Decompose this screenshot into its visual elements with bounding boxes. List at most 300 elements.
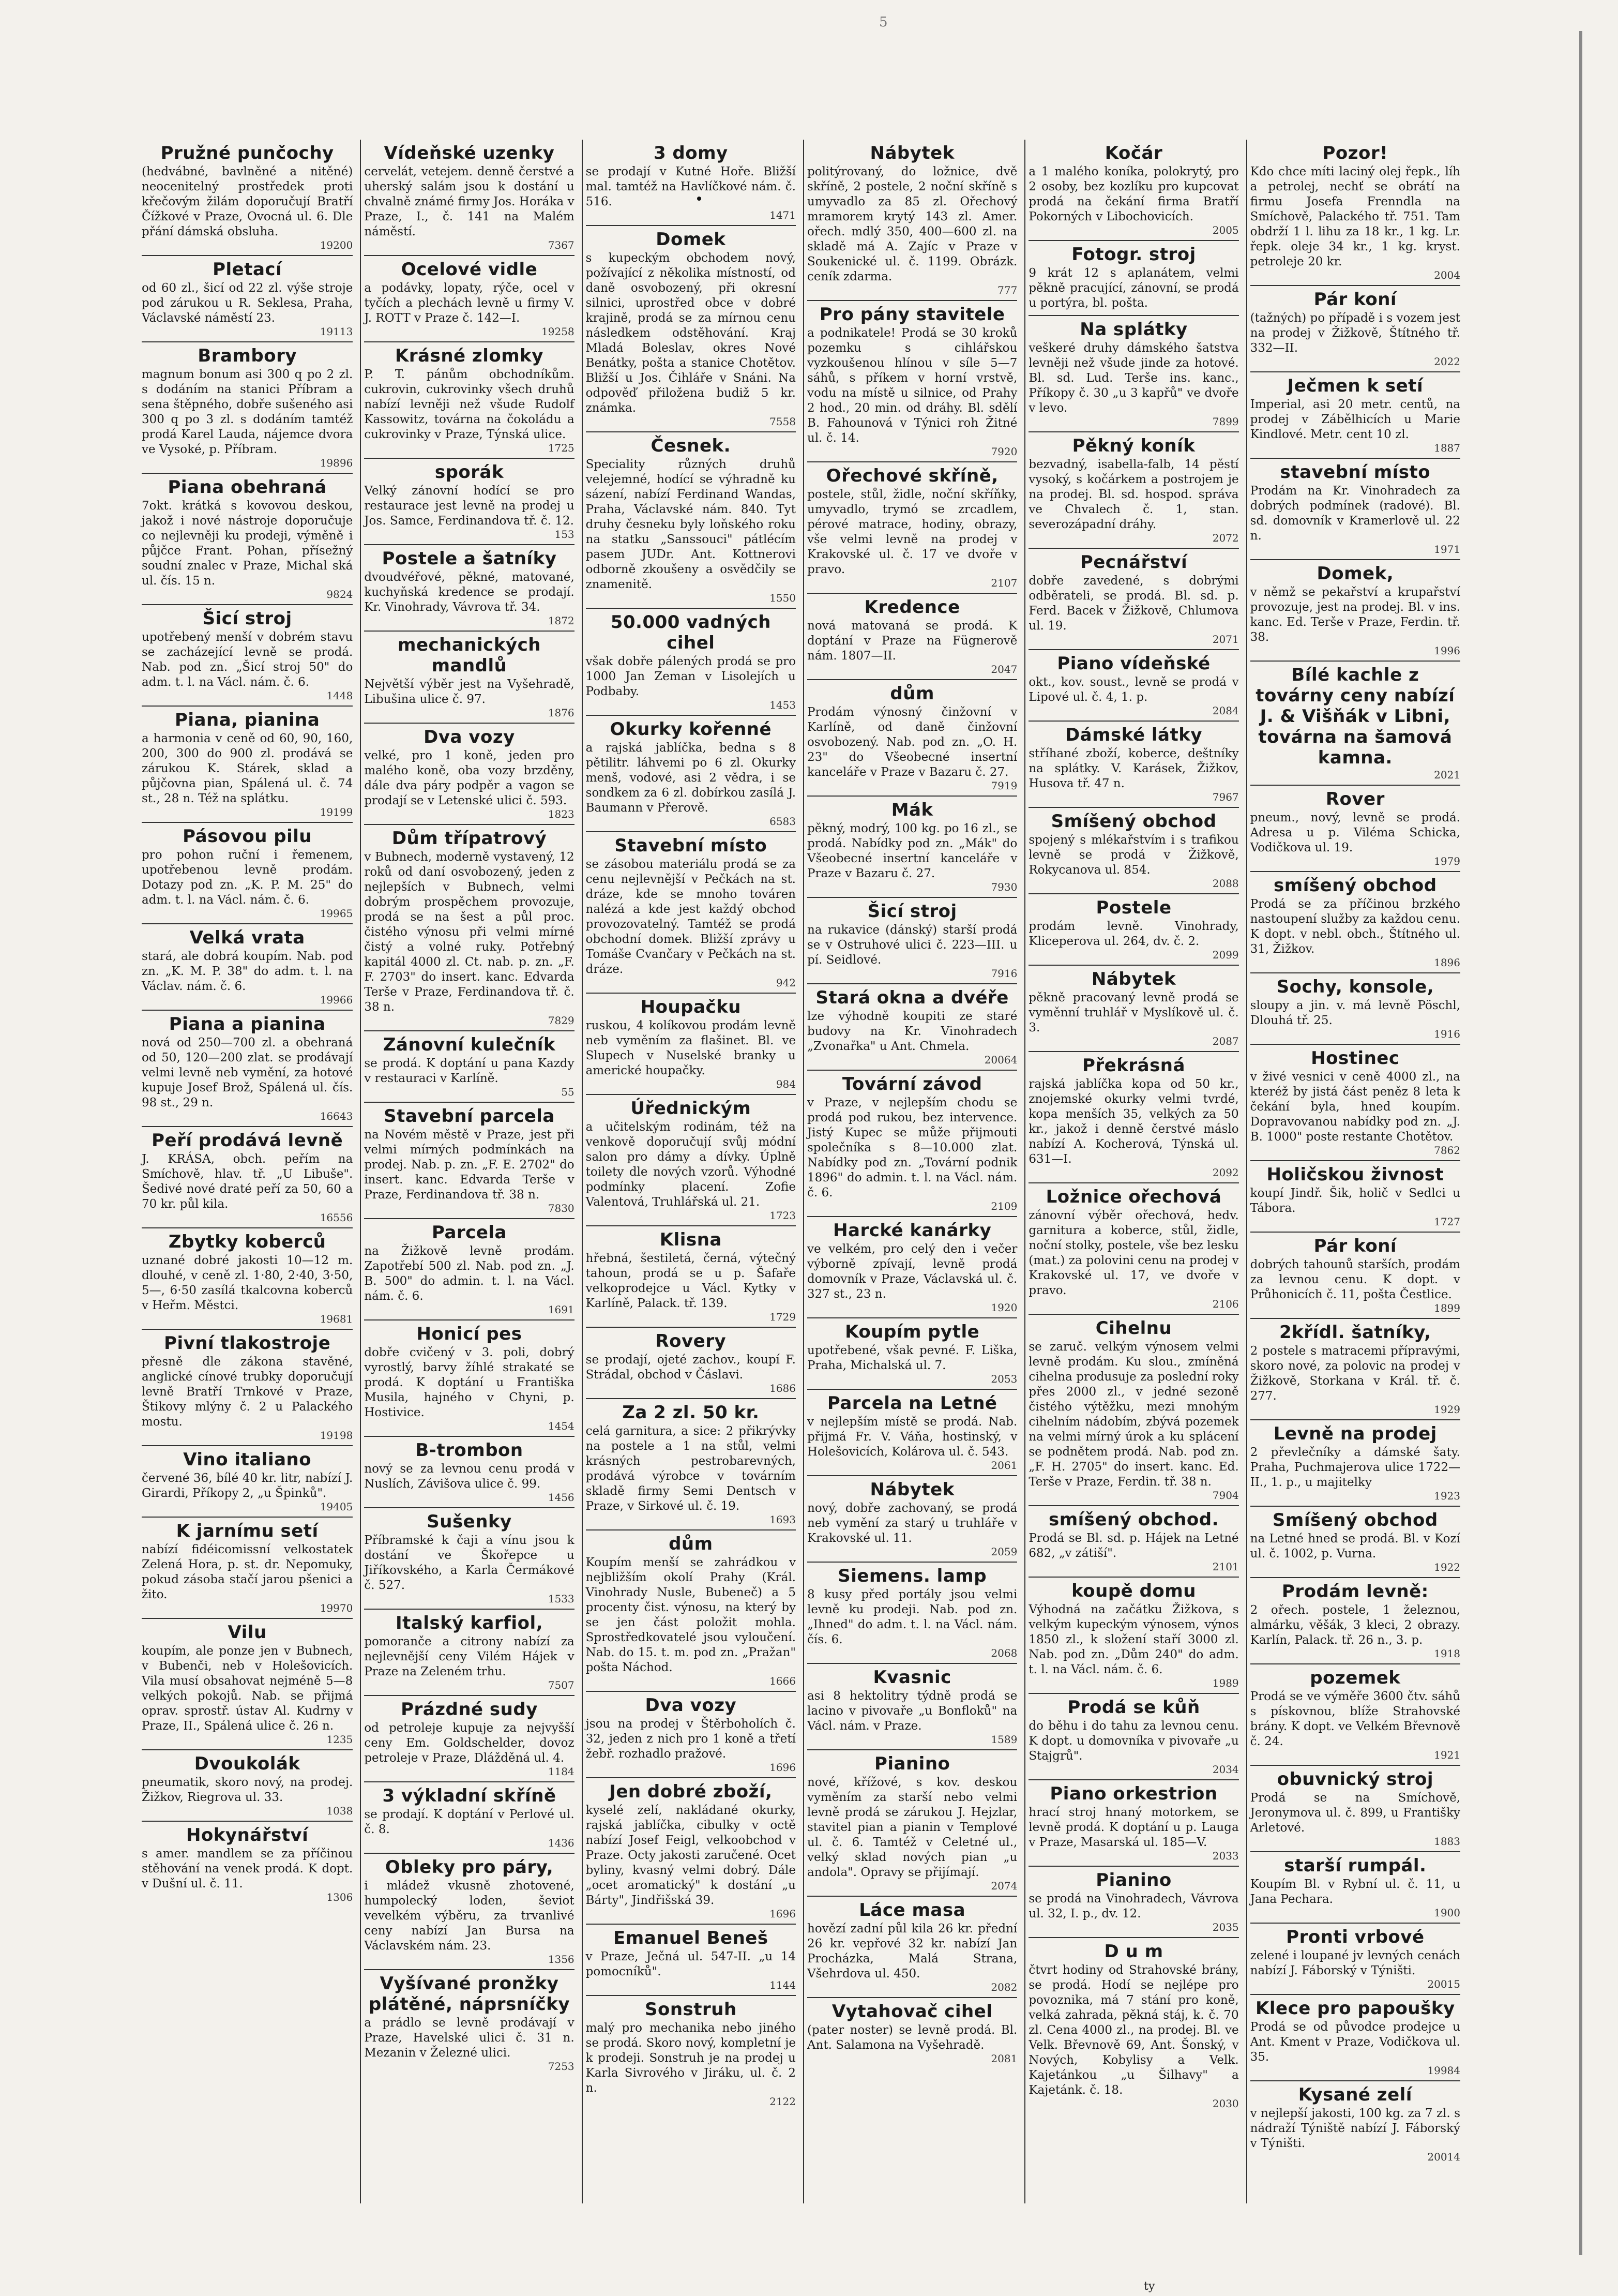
- ad-code: 2088: [1212, 877, 1239, 890]
- ad-heading: Překrásná: [1082, 1055, 1185, 1076]
- ad-code: 1436: [548, 1837, 574, 1849]
- ad-code: 2106: [1212, 1298, 1239, 1310]
- ad-code: 2033: [1212, 1850, 1239, 1862]
- classified-ad: [1250, 372, 1460, 459]
- ad-code: 1448: [326, 689, 353, 702]
- ad-text: v nejlepším místě se prodá. Nab. přijmá Fr. V. Váňa, hostinský, v Holešovicích, Kolárova ul. č. 543.: [807, 1415, 1018, 1459]
- ad-heading: pozemek: [1310, 1668, 1401, 1688]
- ad-text: a podnikatele! Prodá se 30 kroků pozemku s cihlářskou vyzkoušenou hlínou v síle 5—7 sáhů, s příkem v horní vrstvě, vodu na místě u silnice, od Prahy 2 hod., 20 min. od dráhy. Bl. sdělí B. Fahounová v Týnici roh Žitné ul. č. 14.: [807, 326, 1018, 445]
- ad-code: 2030: [1212, 2097, 1239, 2110]
- ad-code: 1920: [991, 1301, 1018, 1314]
- ad-heading: Vídeňské uzenky: [384, 143, 555, 163]
- classified-ad: [1250, 1924, 1460, 1995]
- ad-heading: Domek: [656, 229, 726, 250]
- ad-code: 1306: [326, 1891, 353, 1903]
- classified-ad: [142, 1822, 353, 1907]
- ad-text: pěkně pracovaný levně prodá se vyměnní truhlář v Myslíkově ul. č. 3.: [1029, 991, 1239, 1034]
- classified-ad: [1250, 1233, 1460, 1319]
- ad-code: 2087: [1212, 1035, 1239, 1047]
- ad-heading: Smíšený obchod: [1272, 1510, 1438, 1530]
- ad-heading: Zbytky koberců: [168, 1232, 326, 1252]
- ad-code: 1235: [326, 1733, 353, 1746]
- ad-text: J. KRÁSA, obch. peřím na Smíchově, hlav. tř. „U Libuše". Šedivé nové draté peří za 50, 60 a 70 kr. půl kila.: [142, 1152, 353, 1211]
- ad-code: 2109: [991, 1200, 1018, 1212]
- classified-ad: [807, 898, 1017, 984]
- ad-text: 2 ořech. postele, 1 železnou, almárku, věšák, 3 kleci, 2 obrazy. Karlín, Palack. tř. 26 n., 3. p.: [1250, 1603, 1460, 1647]
- ad-text: Největší výběr jest na Vyšehradě, Libušina ulice č. 97.: [364, 678, 574, 706]
- ad-heading: Kredence: [864, 597, 960, 618]
- ad-code: 7558: [769, 415, 796, 428]
- ad-text: Prodá se Bl. sd. p. Hájek na Letné 682, „v zátiší".: [1029, 1532, 1239, 1560]
- ad-code: 16643: [320, 1110, 353, 1122]
- ad-text: na Letné hned se prodá. Bl. v Kozí ul. č. 1002, p. Vurna.: [1250, 1532, 1460, 1560]
- ad-heading: 3 domy: [653, 143, 728, 163]
- ad-code: 1144: [769, 1979, 796, 1991]
- ad-heading: dům: [669, 1534, 713, 1554]
- classified-ad: [807, 462, 1017, 594]
- ad-text: Speciality různých druhů velejemné, hodící se výhradně ku sázení, nabízí Ferdinand Wandas, Praha, Václavské nám. 840. Tyt druhy česneku byly loňského roku na statku „Sanssouci" pátlécím pasem JUDr. Ant. Kottnerovi odborně zkoušeny a osvědčily se znamenitě.: [585, 458, 796, 591]
- ad-text: na rukavice (dánský) starší prodá se v Ostruhové ulici č. 223—III. u pí. Seidlové.: [807, 923, 1018, 967]
- ad-text: Koupím Bl. v Rybní ul. č. 11, u Jana Pechara.: [1250, 1878, 1460, 1906]
- ad-code: 19113: [320, 325, 353, 338]
- ad-heading: obuvnický stroj: [1277, 1769, 1434, 1790]
- page-edge-line: [1579, 31, 1582, 2255]
- ad-code: 1823: [548, 808, 574, 820]
- ad-text: Prodá se za příčinou brzkého nastoupení služby za každou cenu. K dopt. v nebl. obch., Štítného ul. 31, Žižkov.: [1250, 897, 1460, 956]
- classified-ad: [364, 1696, 574, 1782]
- ad-code: 2021: [1434, 769, 1460, 781]
- ad-code: 2081: [991, 2052, 1018, 2065]
- ad-text: na Novém městě v Praze, jest při velmi mírných podmínkách na prodej. Nab. p. zn. „F. E. 2702" do insert. kanc. Edvarda Terše v Praze, Ferdinandova tř. 38 n.: [364, 1128, 574, 1202]
- classified-ad: [142, 707, 353, 823]
- ad-code: 1923: [1434, 1490, 1460, 1502]
- ad-text: Výhodná na začátku Žižkova, s velkým kupeckým výnosem, výnos 1850 zl., k složení staří 3000 zl. Nab. pod zn. „Dům 240" do adm. t. l. na Václ. nám. č. 6.: [1029, 1603, 1239, 1676]
- classified-ad: [142, 1127, 353, 1228]
- ad-code: 19896: [320, 457, 353, 469]
- ad-heading: koupě domu: [1071, 1581, 1196, 1601]
- classified-ad: [142, 924, 353, 1011]
- classified-ad: [1250, 1766, 1460, 1852]
- ad-text: koupím, ale ponze jen v Bubnech, v Bubenči, neb v Holešovicích. Vila musí obsahovat nejméně 5—8 velkých pokojů. Nab. se přijmá oprav. sprostř. ústav Al. Kudrny v Praze, II., Spálená ulice č. 26 n.: [142, 1644, 353, 1733]
- classified-ad: [1029, 1052, 1238, 1183]
- ad-text: Prodá se ve výměře 3600 čtv. sáhů s pískovnou, blíže Strahovské brány. K dopt. ve Velkém Břevnově č. 24.: [1250, 1690, 1460, 1748]
- ad-heading: Rovery: [655, 1331, 727, 1352]
- ad-code: 7967: [1212, 791, 1239, 803]
- ad-heading: Pružné punčochy: [160, 143, 334, 163]
- ad-code: 1916: [1434, 1028, 1460, 1040]
- ad-heading: starší rumpál.: [1284, 1855, 1427, 1876]
- ad-heading: stavební místo: [1280, 462, 1431, 483]
- classified-ad: [807, 140, 1017, 301]
- classified-ad: [807, 301, 1017, 462]
- ad-text: Imperial, asi 20 metr. centů, na prodej v Zábělhicích u Marie Kindlové. Metr. cent 10 zl.: [1250, 398, 1460, 441]
- ad-code: 7919: [991, 779, 1018, 792]
- ad-heading: Nábytek: [870, 143, 955, 163]
- classified-ad: [807, 680, 1017, 797]
- ad-code: 7920: [991, 445, 1018, 458]
- classified-ad: [1029, 650, 1238, 722]
- ad-code: 2068: [991, 1647, 1018, 1659]
- ad-heading: Levně na prodej: [1273, 1423, 1437, 1444]
- ad-code: 7916: [991, 967, 1018, 980]
- classified-ad: [1029, 1780, 1238, 1867]
- classified-ad: [586, 1778, 796, 1925]
- ad-text: a podávky, lopaty, rýče, ocel v tyčích a plechách levně u firmy V. J. ROTT v Praze č. 142—I.: [364, 281, 574, 325]
- ad-heading: D u m: [1104, 1941, 1163, 1962]
- ad-heading: Dva vozy: [645, 1695, 737, 1716]
- ad-code: 19966: [320, 994, 353, 1006]
- ad-text: zánovní výběr ořechová, hedv. garnitura a koberce, stůl, židle, noční stolky, postele, vše bez lesku (mat.) za polovini cenu na prodej v Krakovské ul. 17, ve dvoře v pravo.: [1029, 1209, 1239, 1297]
- ad-code: 1887: [1434, 442, 1460, 454]
- ad-heading: Piana obehraná: [168, 477, 327, 498]
- classified-ad: [1029, 808, 1238, 894]
- ad-text: v Bubnech, moderně vystavený, 12 roků od daní osvobozený, jeden z nejlepších v Bubnech, velmi dobrým prospěchem provozuje, prodá se na šest a půl proc. čistého výnosu při velmi mírné čistý a volné ruky. Potřebný kapitál 4000 zl. Ct. nab. p. zn. „F. F. 2703" do insert. kanc. Edvarda Terše v Praze, Ferdinandova tř. č. 38 n.: [364, 850, 574, 1014]
- ad-text: Příbramské k čaji a vínu jsou k dostání ve Škořepce u Jiříkovského, a Karla Čermákové č. 527.: [364, 1534, 574, 1592]
- classified-ad: [1029, 241, 1238, 316]
- classified-ad: [1250, 1852, 1460, 1924]
- ad-heading: Pronti vrbové: [1286, 1927, 1425, 1947]
- ad-heading: Vytahovač cihel: [831, 2001, 993, 2022]
- ad-code: 6583: [769, 815, 796, 828]
- ad-code: 984: [776, 1078, 796, 1090]
- ad-heading: Honicí pes: [416, 1324, 522, 1344]
- ad-text: magnum bonum asi 300 q po 2 zl. s dodáním na stanici Příbram a sena štěpného, dobře sušeného asi 300 q po 3 zl. s dodáním tamtéž prodá Karel Lauda, nájemce dvora ve Vysoké, p. Příbram.: [142, 368, 353, 456]
- ad-heading: Hokynářství: [186, 1825, 309, 1845]
- ad-code: 20014: [1427, 2151, 1460, 2163]
- column-5: [1024, 140, 1242, 2203]
- ad-text: s amer. mandlem se za příčinou stěhování na venek prodá. K dopt. v Dušní ul. č. 11.: [142, 1847, 353, 1890]
- classified-ad: [586, 716, 796, 832]
- ad-code: 2061: [991, 1459, 1018, 1472]
- ad-code: 2004: [1434, 269, 1460, 281]
- ad-code: 777: [997, 284, 1018, 296]
- ad-heading: Pár koní: [1313, 289, 1397, 310]
- classified-ad: [586, 994, 796, 1095]
- ad-heading: Cihelnu: [1095, 1318, 1172, 1339]
- ad-text: Kdo chce míti laciný olej řepk., líh a petrolej, nechť se obrátí na firmu Josefa Frenndla na Smíchově, Palackého tř. 751. Tam obdrží 1 l. lihu za 18 kr., 1 kg. Lr. řepk. oleje 34 kr., 1 kg. kryst. petroleje 20 kr.: [1250, 165, 1460, 268]
- classified-ad: [807, 1664, 1017, 1750]
- ad-code: 1533: [548, 1593, 574, 1605]
- ad-text: Prodám výnosný činžovní v Karlíně, od daně činžovní osvobozený. Nab. pod zn. „O. H. 23" do Všeobecné insertní kanceláře v Praze v Bazaru č. 27.: [807, 706, 1018, 779]
- ad-heading: Pivní tlakostroje: [164, 1333, 331, 1354]
- ad-text: v Praze, Ječná ul. 547-II. „u 14 pomocníků".: [585, 1950, 796, 1978]
- ad-text: 2 postele s matracemi přípravými, skoro nové, za polovic na prodej v Žižkově, Storkana v Král. tř. č. 277.: [1250, 1344, 1460, 1403]
- ad-text: v Praze, v nejlepším chodu se prodá pod rukou, bez intervence. Jistý Kupec se může přijmouti společníka s 8—10.000 zlat. Nabídky pod zn. „Tovární podnik 1896" do admin. t. l. na Václ. nám. č. 6.: [807, 1096, 1018, 1199]
- ad-heading: Klece pro papoušky: [1256, 1998, 1455, 2019]
- ad-heading: Rover: [1325, 789, 1385, 809]
- ad-code: 2022: [1434, 355, 1460, 368]
- ad-code: 1727: [1434, 1215, 1460, 1228]
- ad-heading: Ložnice ořechová: [1046, 1187, 1222, 1207]
- ad-heading: Fotogr. stroj: [1071, 244, 1196, 265]
- ad-text: se prodají. K doptání v Perlové ul. č. 8.: [364, 1808, 574, 1836]
- ad-text: pěkný, modrý, 100 kg. po 16 zl., se prodá. Nabídky pod zn. „Mák" do Všeobecné insertní kanceláře v Praze v Bazaru č. 27.: [807, 822, 1018, 880]
- classified-ad: [1029, 549, 1238, 650]
- ad-text: se zaruč. velkým výnosem velmi levně prodám. Ku slou., zmíněná cihelna produsuje za poslední roky přes 2000 zl., v jedné sezoně čistého výtěžku, mezi mnohým cihelním nádobím, zbývá pozemek na velmi mírný úrok a ku splácení se podnětem prodá. Nab. pod zn. „F. H. 2705" do insert. kanc. Ed. Terše v Praze, Ferdin. tř. 38 n.: [1029, 1340, 1239, 1489]
- ad-heading: Smíšený obchod: [1051, 811, 1217, 832]
- ad-text: spojený s mlékařstvím i s trafikou levně se prodá v Žižkově, Rokycanova ul. 854.: [1029, 833, 1239, 877]
- classified-ad: [1029, 1938, 1238, 2113]
- ad-heading: Pásovou pilu: [183, 826, 312, 847]
- classified-ad: [586, 1328, 796, 1399]
- ad-heading: Pěkný koník: [1072, 436, 1196, 456]
- ad-text: hřebná, šestiletá, černá, výtečný tahoun, prodá se u p. Šafaře velkoprodejce u Václ. Kytky v Karlíně, Palack. tř. 139.: [585, 1252, 796, 1310]
- ad-text: hrací stroj hnaný motorkem, se levně prodá. K doptání u p. Lauga v Praze, Masarská ul. 185—V.: [1029, 1806, 1239, 1849]
- ad-heading: smíšený obchod.: [1048, 1509, 1219, 1530]
- ad-text: v němž se pekařství a krupařství provozuje, jest na prodej. Bl. v ins. kanc. Ed. Terše v Praze, Ferdin. tř. 38.: [1250, 586, 1460, 644]
- ad-code: 1900: [1434, 1907, 1460, 1919]
- ad-text: Prodá se na Smíchově, Jeronymova ul. č. 899, u Františky Arletové.: [1250, 1791, 1460, 1835]
- column-6: [1246, 140, 1463, 2203]
- ad-heading: Emanuel Beneš: [613, 1928, 768, 1948]
- classified-ad: [1250, 1578, 1460, 1664]
- ad-code: 1471: [769, 209, 796, 221]
- ad-heading: Domek,: [1317, 563, 1394, 584]
- ad-code: 2084: [1212, 704, 1239, 717]
- ad-text: stará, ale dobrá koupím. Nab. pod zn. „K. M. P. 38" do adm. t. l. na Václav. nám. č. 6.: [142, 950, 353, 993]
- ad-heading: Pozor!: [1322, 143, 1388, 163]
- ad-text: dobře cvičený v 3. poli, dobrý vyrostlý, barvy žíhlé strakaté se prodá. K doptání u Františka Musila, hajného v Chyni, p. Hostivice.: [364, 1346, 574, 1419]
- ad-heading: K jarnímu setí: [176, 1521, 319, 1541]
- classified-ad: [364, 545, 574, 632]
- ad-code: 1883: [1434, 1835, 1460, 1848]
- ad-text: lze výhodně koupiti ze staré budovy na Kr. Vinohradech „Zvonařka" u Ant. Chmela.: [807, 1010, 1018, 1053]
- ad-code: 1184: [548, 1765, 574, 1778]
- ad-text: nové, křížové, s kov. deskou vyměním za starší nebo velmi levně prodá se zárukou J. Hejzlar, stavitel pian a pianin v Templové ul. č. 6. Tamtéž v Celetné ul., velký sklad nových pian „u andola". Opravy se přijímají.: [807, 1776, 1018, 1879]
- ad-code: 16556: [320, 1211, 353, 1224]
- page-number: 5: [879, 14, 888, 30]
- ad-code: 2059: [991, 1545, 1018, 1558]
- ad-heading: Parcela: [431, 1222, 507, 1243]
- ad-text: od 60 zl., šicí od 22 zl. výše stroje pod zárukou u R. Seklesa, Praha, Václavské náměstí 23.: [142, 281, 353, 325]
- classified-ad: [142, 1330, 353, 1446]
- ad-text: koupí Jindř. Šik, holič v Sedlci u Tábora.: [1250, 1187, 1460, 1215]
- ad-code: 7830: [548, 1202, 574, 1214]
- column-1: [139, 140, 356, 2203]
- ad-code: 55: [561, 1086, 574, 1098]
- ad-text: pomoranče a citrony nabízí za nejlevnější ceny Vilém Hájek v Praze na Zeleném trhu.: [364, 1635, 574, 1678]
- ad-text: a 1 malého koníka, polokrytý, pro 2 osoby, bez kozlíku pro kupcovat prodá na čekání firma Bratří Pokorných v Libochovicích.: [1029, 165, 1239, 223]
- ad-code: 19199: [320, 806, 353, 818]
- ad-code: 1356: [548, 1953, 574, 1965]
- ad-heading: Jen dobré zboží,: [609, 1781, 773, 1802]
- ad-text: a prádlo se levně prodávají v Praze, Havelské ulici č. 31 n. Mezanin v Železné ulici.: [364, 2016, 574, 2060]
- ad-code: 1729: [769, 1311, 796, 1323]
- ad-text: rajská jablíčka kopa od 50 kr., znojemské okurky velmi tvrdé, kopa menších 35, velkých za 50 kr., jakož i denně čerstvé máslo nabízí A. Kocherová, Týnská ul. 631—I.: [1029, 1077, 1239, 1166]
- classified-ad: [142, 1228, 353, 1330]
- ad-code: 1456: [548, 1491, 574, 1504]
- ad-text: na Žižkově levně prodám. Zapotřebí 500 zl. Nab. pod zn. „J. B. 500" do admin. t. l. na Václ. nám. č. 6.: [364, 1244, 574, 1303]
- ad-heading: smíšený obchod: [1274, 875, 1437, 896]
- ad-text: ruskou, 4 kolíkovou prodám levně neb vyměním za flašinet. Bl. ve Slupech v Nuselské branky u americké houpačky.: [585, 1019, 796, 1077]
- classified-ad: [586, 226, 796, 432]
- ad-heading: Prodám levně:: [1281, 1581, 1429, 1602]
- ad-text: velké, pro 1 koně, jeden pro malého koně, oba vozy brzděny, dále dva páry podpěr a vagon se prodají se v Letenské ulici č. 593.: [364, 749, 574, 807]
- ad-heading: 50.000 vadných cihel: [610, 612, 771, 653]
- classified-ad: [364, 1854, 574, 1970]
- ad-code: 2047: [991, 663, 1018, 676]
- ad-text: Velký zánovní hodící se pro restaurace jest levně na prodej u Jos. Samce, Ferdinandova tř. č. 12.: [364, 484, 574, 528]
- ad-text: upotřebený menší v dobrém stavu se zacházející levně se prodá. Nab. pod zn. „Šicí stroj 50" do adm. t. l. na Václ. nám. č. 6.: [142, 631, 353, 689]
- ad-heading: Česnek.: [651, 436, 731, 456]
- classified-ad: [142, 823, 353, 924]
- ad-text: přesně dle zákona stavěné, anglické cínové trubky doporučují levně Bratří Trnkové v Praze, Štikovy mlýny č. 2 u Palackého mostu.: [142, 1355, 353, 1429]
- ad-code: 153: [554, 528, 574, 541]
- ad-code: 1454: [548, 1420, 574, 1432]
- ad-text: červené 36, bílé 40 kr. litr, nabízí J. Girardi, Příkopy 2, „u Špinků".: [142, 1472, 353, 1500]
- ad-heading: B-trombon: [415, 1440, 523, 1461]
- ad-heading: Piano orkestrion: [1050, 1783, 1218, 1804]
- classified-ad: [1250, 1507, 1460, 1578]
- ad-text: pneum., nový, levně se prodá. Adresa u p. Viléma Schicka, Vodičkova ul. 19.: [1250, 811, 1460, 854]
- ad-text: však dobře pálených prodá se pro 1000 Jan Zeman v Lisolejích u Podbaby.: [585, 655, 796, 698]
- ad-code: 1922: [1434, 1561, 1460, 1573]
- ad-heading: Láce masa: [859, 1900, 966, 1920]
- ad-heading: Ječmen k setí: [1287, 376, 1424, 396]
- classified-ad: [1029, 140, 1238, 241]
- ad-heading: Pianino: [1096, 1870, 1172, 1890]
- ad-heading: Nábytek: [870, 1479, 955, 1500]
- ad-code: 1918: [1434, 1647, 1460, 1660]
- ad-text: v živé vesnici v ceně 4000 zl., na kteréž by jistá část peněz 8 leta k čekání byla, hned koupím. Dopravovanou nabídky pod zn. „J. B. 1000" poste restante Chotětov.: [1250, 1070, 1460, 1144]
- ad-code: 1666: [769, 1675, 796, 1687]
- ad-code: 1876: [548, 707, 574, 719]
- ad-code: 1921: [1434, 1749, 1460, 1761]
- ad-heading: dům: [890, 683, 934, 704]
- ad-text: veškeré druhy dámského šatstva levněji než všude jinde za hotové. Bl. sd. Lud. Terše ins. kanc., Příkopy č. 30 „u 3 kapřů" ve dvoře v levo.: [1029, 341, 1239, 415]
- ad-heading: Piana, pianina: [174, 710, 320, 730]
- classified-ad: [807, 1318, 1017, 1390]
- ad-heading: Vino italiano: [183, 1449, 312, 1470]
- ad-text: pneumatik, skoro nový, na prodej. Žižkov, Riegrova ul. 33.: [142, 1776, 353, 1804]
- ad-code: 1691: [548, 1303, 574, 1316]
- classified-ad: [1029, 894, 1238, 966]
- ad-heading: Kysané zelí: [1298, 2084, 1412, 2105]
- ad-code: 1996: [1434, 644, 1460, 657]
- ad-heading: Stavební místo: [614, 835, 767, 856]
- ad-heading: Brambory: [198, 346, 297, 366]
- ad-heading: Krásné zlomky: [395, 346, 543, 366]
- ad-code: 1989: [1212, 1677, 1239, 1689]
- ad-text: (hedvábné, bavlněné a nitěné) neocenitelný prostředek proti křečovým žilám doporučují Bratří Čížkové v Praze, Ovocná ul. 6. Dle přání dámská obsluha.: [142, 165, 353, 238]
- classified-ad: [364, 1219, 574, 1320]
- ad-code: 1589: [991, 1733, 1018, 1746]
- ad-text: dobře zavedené, s dobrými odběrateli, se prodá. Bl. sd. p. Ferd. Bacek v Žižkově, Chlumova ul. 19.: [1029, 574, 1239, 633]
- classified-ad: [142, 342, 353, 474]
- ad-text: Koupím menší se zahrádkou v nejbližším okolí Prahy (Král. Vinohrady Nusle, Bubeneč) a 5 procenty čist. výnosu, na který by se jen část položit mohla. Sprostředkovatelé jsou vyloučení. Nab. do 15. t. m. pod zn. „Pražan" pošta Náchod.: [585, 1556, 796, 1674]
- classified-ad: [364, 724, 574, 825]
- ad-heading: Obleky pro páry,: [385, 1857, 554, 1878]
- ad-heading: Pro pány stavitele: [819, 304, 1005, 325]
- ad-text: cervelát, vetejem. denně čerstvé a uherský salám jsou k dostání u chvalně známé firmy Jos. Horáka v Praze, I., č. 141 na Malém náměstí.: [364, 165, 574, 238]
- ad-heading: Sušenky: [427, 1511, 512, 1532]
- classified-ad: [807, 1897, 1017, 1998]
- ad-text: s kupeckým obchodem nový, požívající z několika místností, od daně osvobozený, při okresní silnici, uprostřed obce v dobré krajině, prodá se za mírnou cenu následkem odstěhování. Kraj Mladá Boleslav, okres Nové Benátky, pošta a stanice Chotětov. Bližší u Jos. Čihláře v Snáni. Na odpověď přiložena budiž 5 kr. známka.: [585, 251, 796, 415]
- ad-code: 1929: [1434, 1403, 1460, 1416]
- ad-heading: Vyšívané pronžky plátěné, náprsníčky: [368, 1973, 570, 2015]
- classified-ad: [364, 1610, 574, 1696]
- column-3: [582, 140, 799, 2203]
- classified-ad: [364, 1508, 574, 1610]
- column-4: [803, 140, 1020, 2203]
- classified-ad: [807, 1998, 1017, 2068]
- classified-ad: [586, 1925, 796, 1996]
- ad-text: čtvrt hodiny od Strahovské brány, se prodá. Hodí se nejlépe pro povoznika, má 7 stání pro koně, velká zahrada, pěkná stáj, k. č. 70 zl. Cena 4000 zl., na prodej. Bl. ve Velk. Břevnově 69, Ant. Šonský, v Nových, Kobylisy a Velk. Kajetánkou „u Šilhavy" a Kajetánk. č. 18.: [1029, 1963, 1239, 2097]
- classified-ad: [1250, 1161, 1460, 1233]
- ad-code: 1979: [1434, 855, 1460, 867]
- ad-text: 2 převlečníky a dámské šaty. Praha, Puchmajerova ulice 1722—II., 1. p., u majitelky: [1250, 1446, 1460, 1489]
- ad-text: se prodají, ojeté zachov., koupí F. Strádal, obchod v Čáslavi.: [585, 1353, 796, 1382]
- classified-ad: [142, 1446, 353, 1518]
- classified-ad: [586, 1996, 796, 2111]
- ad-code: 7930: [991, 881, 1018, 893]
- ad-code: 7829: [548, 1014, 574, 1027]
- ad-heading: Kočár: [1105, 143, 1163, 163]
- classified-ad: [364, 140, 574, 256]
- ad-code: 7507: [548, 1679, 574, 1691]
- classified-ad: [1029, 966, 1238, 1052]
- classified-ad: [142, 140, 353, 256]
- ad-text: 8 kusy před portály jsou velmi levně ku prodeji. Nab. pod zn. „Ihned" do adm. t. l. na Václ. nám. čís. 6.: [807, 1588, 1018, 1646]
- ad-heading: Piano vídeňské: [1057, 653, 1211, 674]
- bottom-mark: ty: [1144, 2280, 1155, 2293]
- classified-ad: [807, 984, 1017, 1071]
- classified-ad: [1250, 2081, 1460, 2167]
- ad-code: 7253: [548, 2060, 574, 2073]
- classified-ad: [586, 1692, 796, 1778]
- ad-text: Prodám na Kr. Vinohradech za dobrých podmínek (radové). Bl. sd. domovník v Kramerlově ul. 22 n.: [1250, 484, 1460, 543]
- ad-heading: Pianino: [874, 1753, 950, 1774]
- ad-heading: Dva vozy: [424, 727, 515, 747]
- classified-ad: [364, 1031, 574, 1103]
- ad-text: nový, dobře zachovaný, se prodá neb vymění za starý u truhláře v Krakovské ul. 11.: [807, 1502, 1018, 1545]
- classified-ad: [142, 605, 353, 707]
- classified-ad: [364, 825, 574, 1031]
- classified-ad: [1250, 786, 1460, 872]
- ad-heading: Italský karfiol,: [395, 1613, 543, 1633]
- ad-code: 19200: [320, 239, 353, 251]
- ad-heading: Za 2 zl. 50 kr.: [622, 1402, 760, 1423]
- ad-text: se prodá. K doptání u pana Kazdy v restauraci v Karlíně.: [364, 1057, 574, 1085]
- classified-ad: [364, 1782, 574, 1854]
- ad-heading: Kvasnic: [873, 1667, 951, 1688]
- ad-heading: Peří prodává levně: [152, 1130, 343, 1151]
- ad-text: i mládež vkusně zhotovené, humpolecký loden, ševiot vevelkém výběru, za trvanlivé ceny nabízí Jan Bursa na Václavském nám. 23.: [364, 1879, 574, 1953]
- ad-text: Prodá se od původce prodejce u Ant. Kment v Praze, Vodičkova ul. 35.: [1250, 2020, 1460, 2064]
- classified-ad: [586, 140, 796, 226]
- classified-ad: [364, 1103, 574, 1219]
- ad-code: 19965: [320, 907, 353, 920]
- ad-heading: Sochy, konsole,: [1276, 977, 1434, 997]
- ad-text: dobrých tahounů starších, prodám za levnou cenu. K dopt. v Průhonicích č. 11, pošta Čestlice.: [1250, 1258, 1460, 1301]
- ad-heading: Siemens. lamp: [838, 1566, 987, 1586]
- ad-heading: Okurky kořenné: [610, 719, 772, 740]
- classified-ad: [586, 1530, 796, 1692]
- ad-code: 19681: [320, 1313, 353, 1325]
- classified-ad: [142, 256, 353, 342]
- ad-text: malý pro mechanika nebo jiného se prodá. Skoro nový, kompletní je k prodeji. Sonstruh je na prodej u Karla Sivrového v Jiráku, ul. č. 2 n.: [585, 2021, 796, 2095]
- ad-text: jsou na prodej v Štěrboholích č. 32, jeden z nich pro 1 koně a třetí žebř. rozhadlo pražové.: [585, 1717, 796, 1761]
- ad-code: 1453: [769, 699, 796, 711]
- ad-code: 2107: [991, 577, 1018, 589]
- classified-ad: [364, 1437, 574, 1508]
- ad-text: nová matovaná se prodá. K doptání v Praze na Fügnerově nám. 1807—II.: [807, 619, 1018, 663]
- ad-text: celá garnitura, a sice: 2 přikrývky na postele a 1 na stůl, velmi krásných pestrobarevných, prodává výrobce v továrním skladě firmy Semi Dentsch v Praze, v Sirkové ul. č. 19.: [585, 1424, 796, 1513]
- classified-ad: [1029, 1867, 1238, 1938]
- classified-ad: [1250, 872, 1460, 973]
- classified-ad: [364, 1970, 574, 2076]
- classified-ad: [586, 1095, 796, 1226]
